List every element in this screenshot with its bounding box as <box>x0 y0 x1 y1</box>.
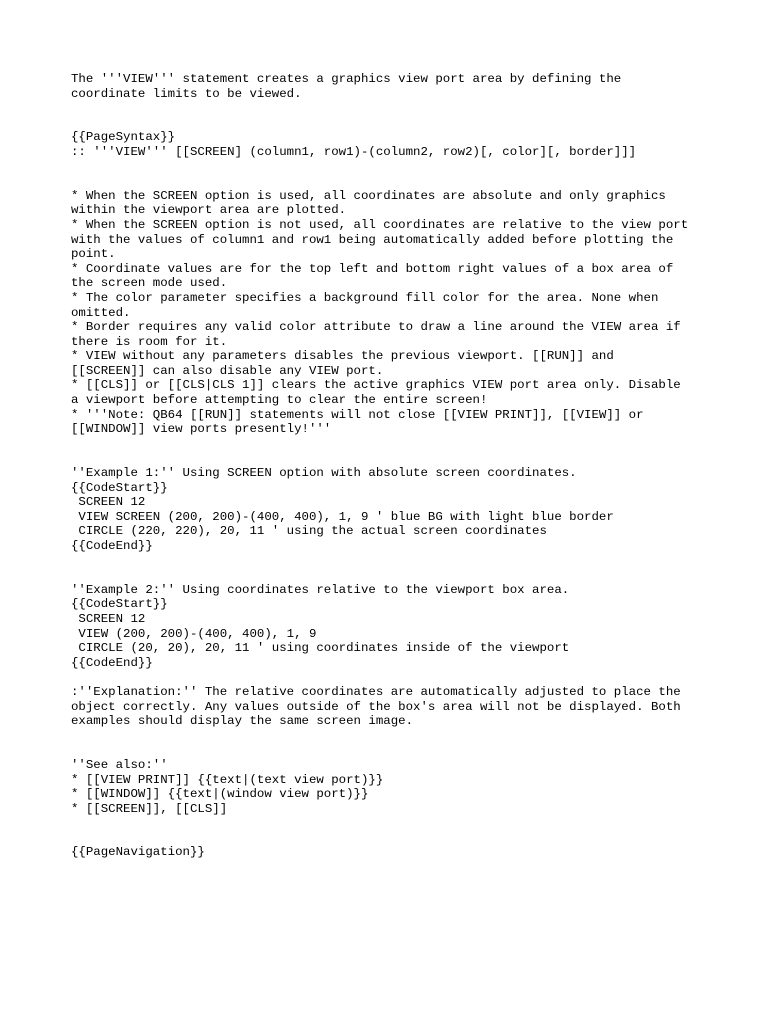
text-line: object correctly. Any values outside of the box's area will not be displayed. Both <box>71 699 681 714</box>
explanation-paragraph <box>71 685 751 729</box>
text-line: :: '''VIEW''' [[SCREEN] (column1, row1)-(column2, row2)[, color][, border]]] <box>71 144 637 159</box>
text-line: * Border requires any valid color attribute to draw a line around the VIEW area if <box>71 320 681 335</box>
text-line: within the viewport area are plotted. <box>71 203 347 218</box>
code-line: CIRCLE (220, 220), 20, 11 ' using the actual screen coordinates <box>71 524 547 539</box>
text-line: {{CodeStart}} <box>71 597 168 612</box>
text-line: * [[CLS]] or [[CLS|CLS 1]] clears the active graphics VIEW port area only. Disable <box>71 378 681 393</box>
code-line: VIEW (200, 200)-(400, 400), 1, 9 <box>71 626 317 641</box>
syntax-section <box>71 130 751 159</box>
intro-paragraph <box>71 72 751 101</box>
text-line: a viewport before attempting to clear the entire screen! <box>71 393 488 408</box>
notes-list <box>71 189 751 437</box>
text-line: :''Explanation:'' The relative coordinates are automatically adjusted to place the <box>71 684 681 699</box>
page-navigation: {{PageNavigation}} <box>71 845 205 860</box>
text-line: The '''VIEW''' statement creates a graphics view port area by defining the <box>71 72 622 86</box>
code-line: VIEW SCREEN (200, 200)-(400, 400), 1, 9 ' blue BG with light blue border <box>71 509 614 524</box>
text-line: * [[WINDOW]] {{text|(window view port)}} <box>71 787 369 802</box>
text-line: with the values of column1 and row1 being automatically added before plotting the <box>71 232 674 247</box>
code-line: CIRCLE (20, 20), 20, 11 ' using coordinates inside of the viewport <box>71 641 570 656</box>
text-line: the screen mode used. <box>71 276 228 291</box>
text-line: * When the SCREEN option is used, all coordinates are absolute and only graphics <box>71 188 666 203</box>
text-line: ''Example 1:'' Using SCREEN option with absolute screen coordinates. <box>71 466 577 481</box>
text-line: [[SCREEN]] can also disable any VIEW port. <box>71 363 384 378</box>
text-line: examples should display the same screen image. <box>71 714 414 729</box>
text-line: * Coordinate values are for the top left and bottom right values of a box area of <box>71 261 674 276</box>
text-line: {{PageSyntax}} <box>71 130 176 145</box>
example-2-section <box>71 583 751 671</box>
text-line: point. <box>71 247 116 262</box>
text-line: {{CodeEnd}} <box>71 655 153 670</box>
text-line: {{CodeEnd}} <box>71 539 153 553</box>
text-line: ''See also:'' <box>71 757 168 772</box>
text-line: * VIEW without any parameters disables the previous viewport. [[RUN]] and <box>71 349 614 364</box>
code-line: SCREEN 12 <box>71 611 146 626</box>
text-line: * The color parameter specifies a background fill color for the area. None when <box>71 290 659 305</box>
text-line: {{CodeStart}} <box>71 480 168 495</box>
text-line: ''Example 2:'' Using coordinates relative to the viewport box area. <box>71 582 570 597</box>
text-line: coordinate limits to be viewed. <box>71 86 302 101</box>
document-page <box>71 72 751 860</box>
text-line: there is room for it. <box>71 334 228 349</box>
text-line: * When the SCREEN option is not used, all coordinates are relative to the view port <box>71 217 689 232</box>
example-1-section <box>71 466 751 554</box>
code-line: SCREEN 12 <box>71 495 146 510</box>
text-line: * [[VIEW PRINT]] {{text|(text view port)}} <box>71 772 384 787</box>
text-line: * '''Note: QB64 [[RUN]] statements will not close [[VIEW PRINT]], [[VIEW]] or <box>71 407 644 422</box>
text-line: omitted. <box>71 305 131 320</box>
text-line: * [[SCREEN]], [[CLS]] <box>71 801 228 816</box>
text-line: [[WINDOW]] view ports presently!''' <box>71 422 332 437</box>
see-also-section <box>71 758 751 816</box>
